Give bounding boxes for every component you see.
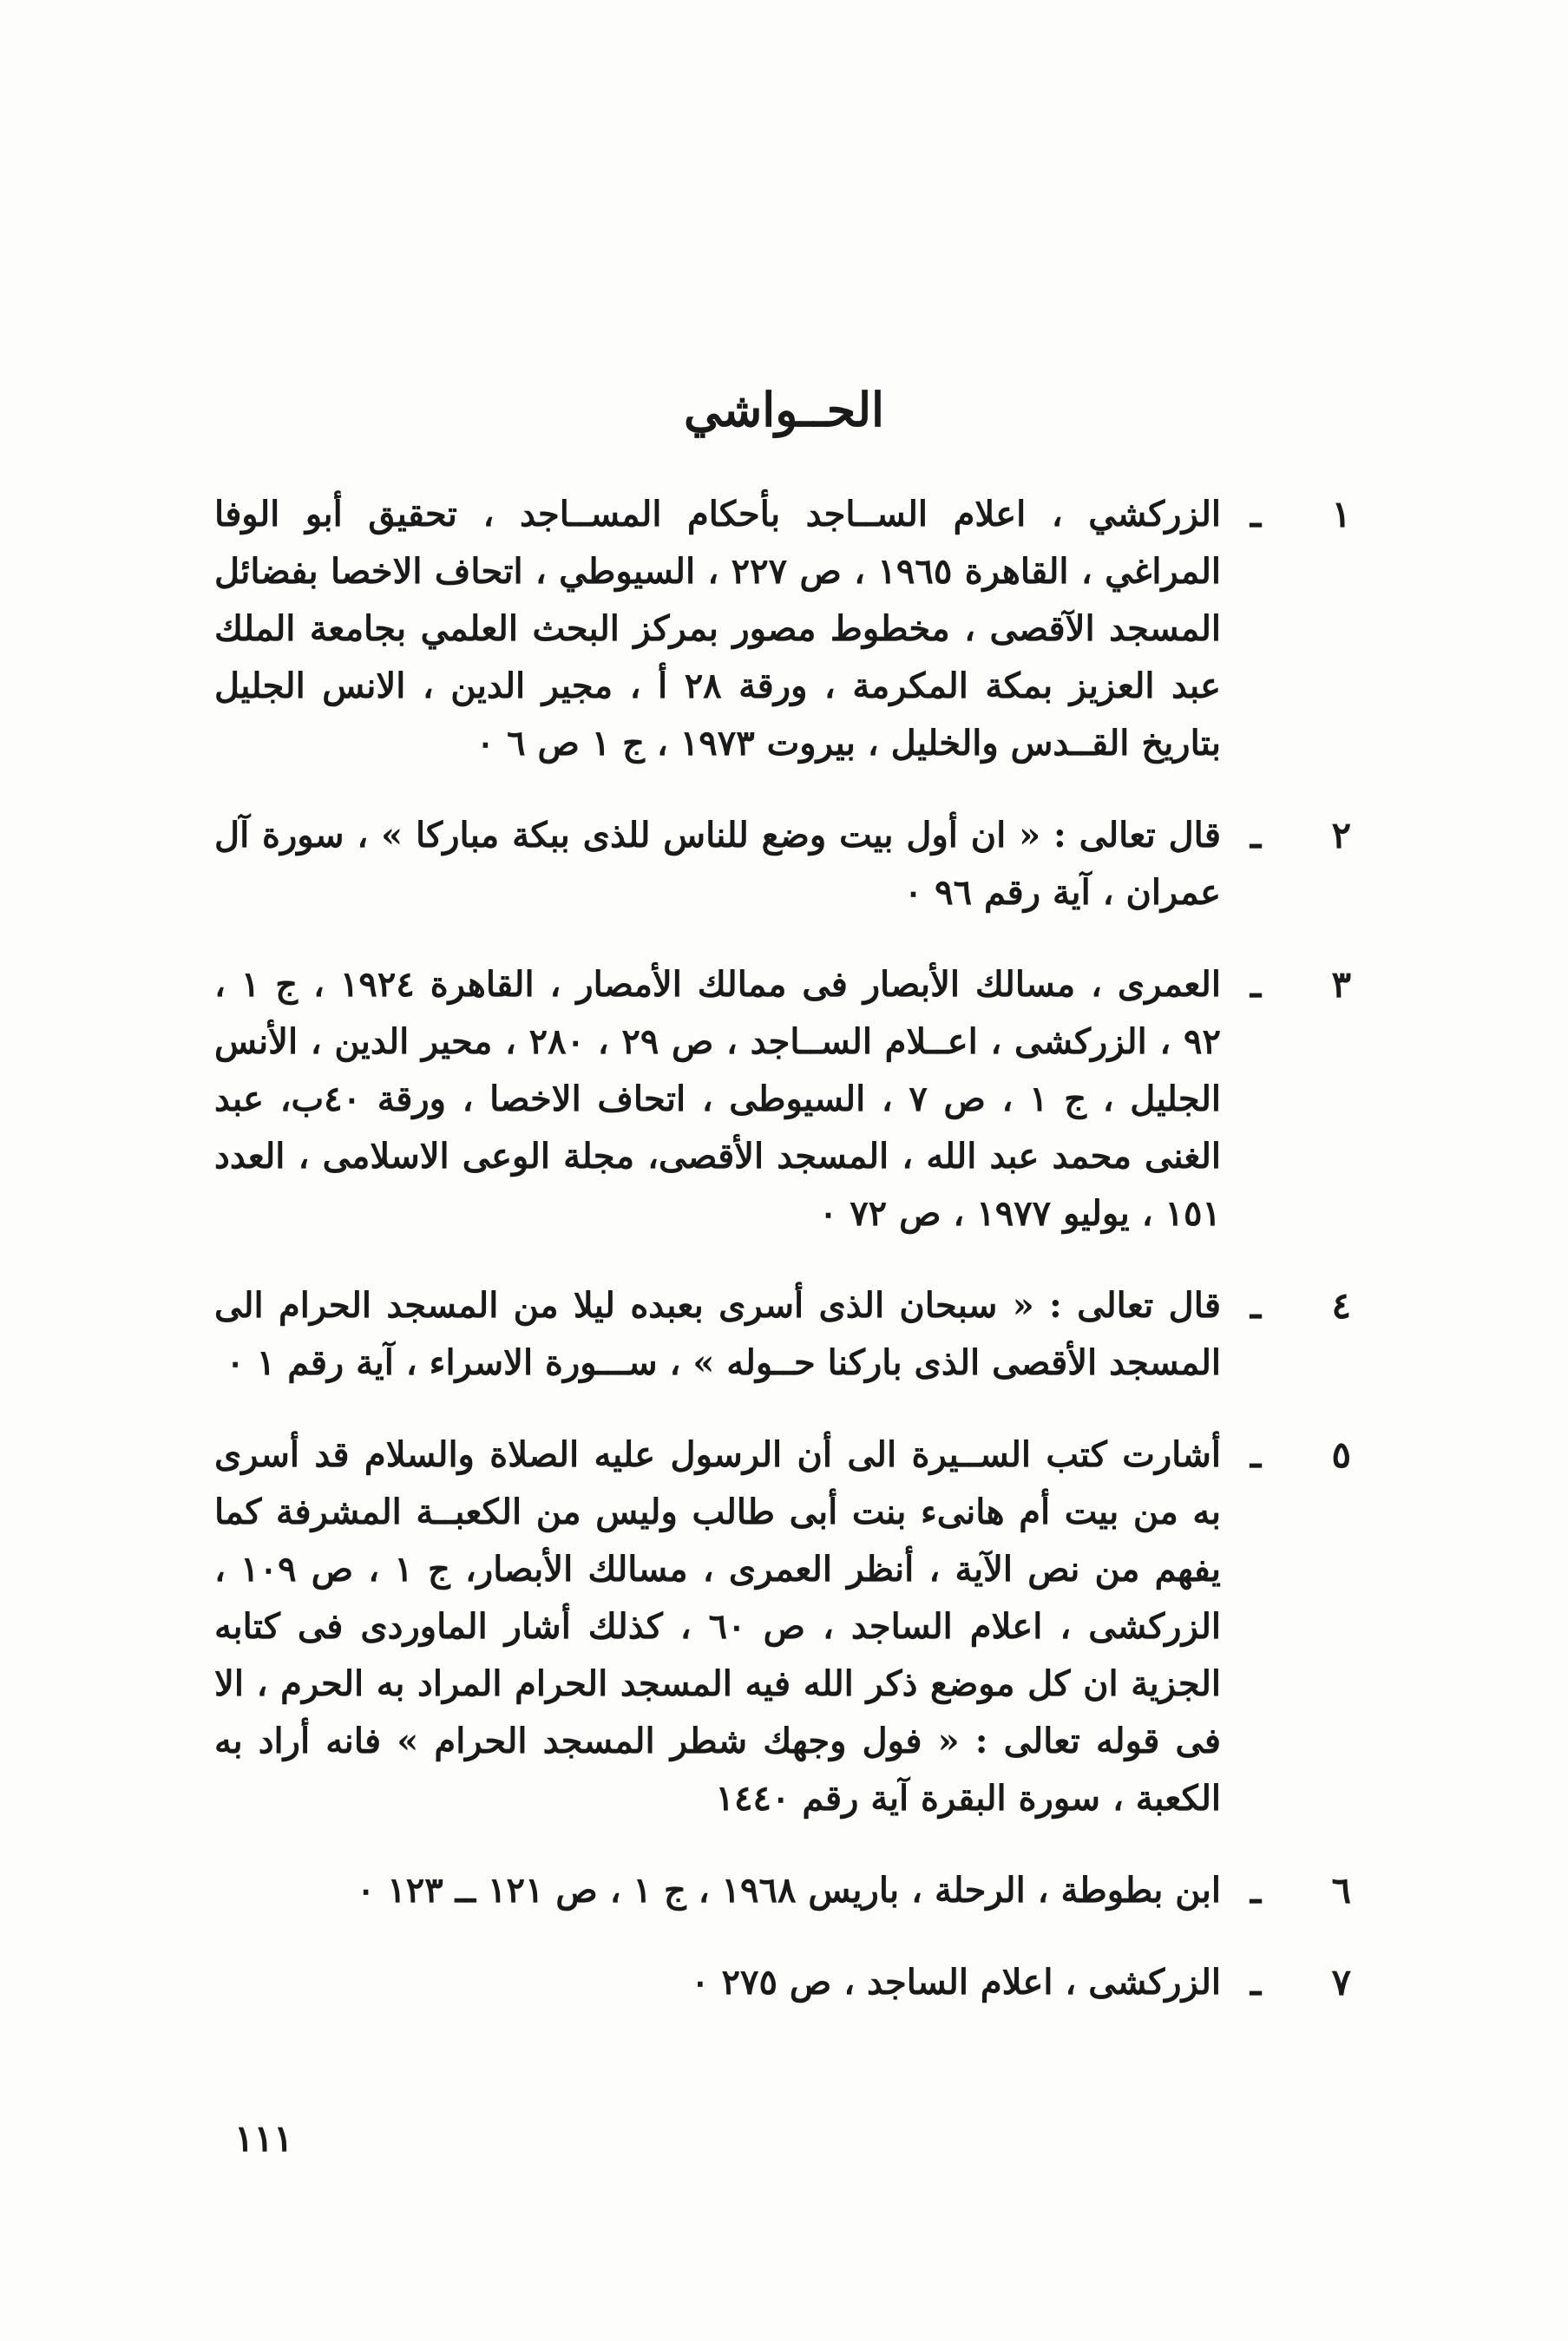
footnote-2: [214, 807, 1351, 921]
footnote-3: [214, 956, 1351, 1243]
footnotes-list: [214, 486, 1351, 2046]
footnote-text: أشارت كتب الســيرة الى أن الرسول عليه الصلاة والسلام قد أسرى به من بيت أم هانىء بنت أبى طالب وليس من الكعبــة المشرفة كما يفهم من نص الآية ، أنظر العمرى ، مسالك الأبصار، ج ١ ، ص ١٠٩ ، الزركشى ، اعلام الساجد ، ص ٦٠ ، كذلك أشار الماوردى فى كتابه الجزية ان كل موضع ذكر الله فيه المسجد الحرام المراد به الحرم ، الا فى قوله تعالى : « فول وجهك شطر المسجد الحرام » فانه أراد به الكعبة ، سورة البقرة آية رقم ١٤٤٠: [214, 1434, 1221, 1819]
footnote-text: قال تعالى : « ان أول بيت وضع للناس للذى ببكة مباركا » ، سورة آل عمران ، آية رقم ٩٦ ٠: [214, 815, 1221, 913]
footnote-5: [214, 1426, 1351, 1827]
footnote-7: [214, 1954, 1351, 2011]
footnote-number: ٥: [1331, 1433, 1351, 1476]
footnote-text: ابن بطوطة ، الرحلة ، باريس ١٩٦٨ ، ج ١ ، ص ١٢١ ــ ١٢٣ ٠: [356, 1870, 1221, 1911]
footnote-number: ٧: [1331, 1961, 1351, 2003]
footnote-dash: ـ: [1250, 493, 1262, 535]
footnote-6: [214, 1862, 1351, 1919]
page-number: ١١١: [234, 2117, 293, 2160]
page-title: الحــواشي: [683, 382, 885, 437]
footnote-number: ٦: [1331, 1869, 1351, 1911]
footnote-text: قال تعالى : « سبحان الذى أسرى بعبده ليلا من المسجد الحرام الى المسجد الأقصى الذى باركنا حــوله » ، ســـورة الاسراء ، آية رقم ١ ٠: [214, 1285, 1221, 1383]
footnote-number: ١: [1331, 493, 1351, 535]
footnote-dash: ـ: [1250, 1433, 1262, 1476]
footnote-dash: ـ: [1250, 1961, 1262, 2003]
footnote-number: ٢: [1331, 814, 1351, 856]
footnote-dash: ـ: [1250, 814, 1262, 856]
footnote-dash: ـ: [1250, 963, 1262, 1006]
footnote-number: ٣: [1331, 963, 1351, 1006]
footnote-1: [214, 486, 1351, 772]
footnote-dash: ـ: [1250, 1869, 1262, 1911]
footnote-dash: ـ: [1250, 1284, 1262, 1327]
footnote-4: [214, 1277, 1351, 1392]
footnote-text: الزركشي ، اعلام الســاجد بأحكام المســاجد ، تحقيق أبو الوفا المراغي ، القاهرة ١٩٦٥ ، ص ٢٢٧ ، السيوطي ، اتحاف الاخصا بفضائل المسجد الآقصى ، مخطوط مصور بمركز البحث العلمي بجامعة الملك عبد العزيز بمكة المكرمة ، ورقة ٢٨ أ ، مجير الدين ، الانس الجليل بتاريخ القــدس والخليل ، بيروت ١٩٧٣ ، ج ١ ص ٦ ٠: [214, 494, 1222, 764]
footnote-text: العمرى ، مسالك الأبصار فى ممالك الأمصار ، القاهرة ١٩٢٤ ، ج ١ ، ٩٢ ، الزركشى ، اعــلام الســاجد ، ص ٢٩ ، ٢٨٠ ، محير الدين ، الأنس الجليل ، ج ١ ، ص ٧ ، السيوطى ، اتحاف الاخصا ، ورقة ٤٠ب، عبد الغنى محمد عبد الله ، المسجد الأقصى، مجلة الوعى الاسلامى ، العدد ١٥١ ، يوليو ١٩٧٧ ، ص ٧٢ ٠: [214, 964, 1221, 1234]
footnote-text: الزركشى ، اعلام الساجد ، ص ٢٧٥ ٠: [691, 1962, 1221, 2003]
footnote-number: ٤: [1331, 1284, 1351, 1327]
